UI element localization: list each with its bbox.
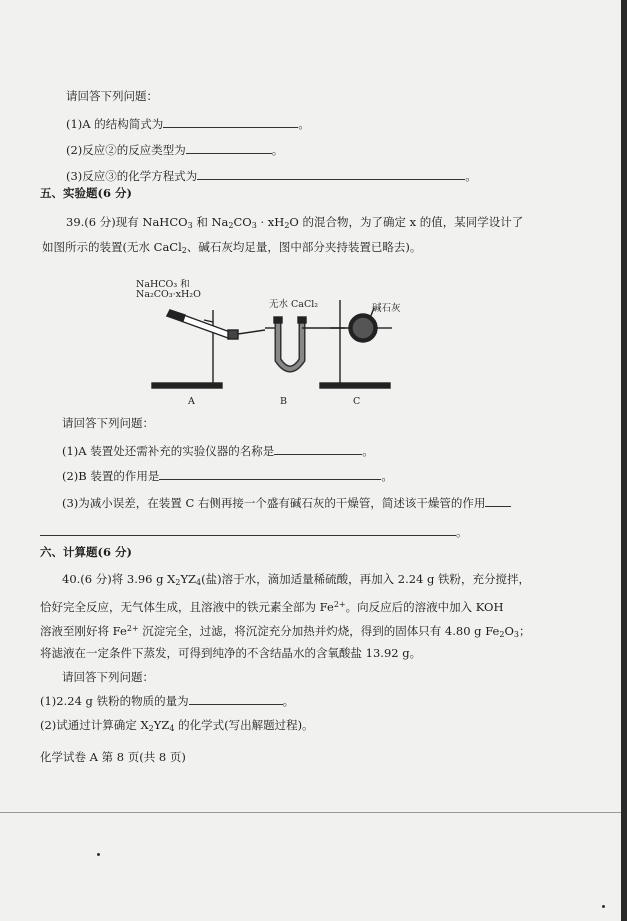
q40-line3 <box>40 622 530 642</box>
scan-speck <box>602 905 605 908</box>
q39-1-text: (1)A 装置处还需补充的实验仪器的名称是 <box>62 444 275 458</box>
sub-2: 2 <box>181 246 187 255</box>
q39-1 <box>62 443 374 458</box>
scan-edge-line <box>0 812 621 813</box>
q38-2-text: (2)反应②的反应类型为 <box>66 143 186 157</box>
period: 。 <box>298 117 310 131</box>
period: 。 <box>271 143 284 157</box>
sub-2: 2 <box>228 221 234 230</box>
q40-l3c: O <box>504 624 514 638</box>
scan-edge-border <box>621 0 627 921</box>
sodalime-label: 碱石灰 <box>372 303 401 314</box>
sub-4: 4 <box>196 578 202 587</box>
q38-1-text: (1)A 的结构简式为 <box>66 117 164 131</box>
answer-blank[interactable] <box>186 142 272 154</box>
q40-2b: YZ <box>153 718 170 732</box>
q39-3-text: (3)为减小误差，在装置 C 右侧再接一个盛有碱石灰的干燥管，简述该干燥管的作用 <box>62 496 486 510</box>
q40-l1a: 40.(6 分)将 3.96 g X <box>62 572 176 586</box>
q39-3 <box>62 495 511 510</box>
q39-2-text: (2)B 装置的作用是 <box>62 469 160 483</box>
q38-3-text: (3)反应③的化学方程式为 <box>66 169 198 183</box>
section5-title: 五、实验题(6 分) <box>40 186 132 200</box>
answer-blank[interactable] <box>189 693 283 705</box>
q38-prompt: 请回答下列问题： <box>66 89 158 103</box>
q40-l1b: YZ <box>180 572 197 586</box>
period: 。 <box>282 694 295 708</box>
q38-3 <box>66 168 477 183</box>
label-a: A <box>188 396 195 407</box>
sup-2plus: 2+ <box>333 600 346 609</box>
sub-2: 2 <box>148 724 154 733</box>
q40-l2a: 恰好完全反应，无气体生成，且溶液中的铁元素全部为 Fe <box>40 600 334 614</box>
answer-blank[interactable] <box>197 168 465 180</box>
q39-l1d: · xH <box>256 215 285 229</box>
q40-l3a: 溶液至刚好将 Fe <box>40 624 127 638</box>
q39-line1 <box>66 215 523 233</box>
cacl2-label: 无水 CaCl₂ <box>269 299 319 310</box>
answer-blank[interactable] <box>163 116 298 128</box>
apparatus-figure <box>130 270 430 415</box>
stand-a-base <box>152 383 222 388</box>
stand-c-base <box>320 383 390 388</box>
q39-l1b: 和 Na <box>192 215 229 229</box>
q39-l1c: CO <box>233 215 252 229</box>
label-c: C <box>353 396 361 407</box>
section6-title: 六、计算题(6 分) <box>40 545 132 559</box>
sub-3: 3 <box>187 221 193 230</box>
q39-l2b: 、碱石灰均足量，图中部分夹持装置已略去)。 <box>186 240 422 254</box>
answer-blank[interactable] <box>485 495 511 507</box>
sample-label-line2: Na₂CO₃·xH₂O <box>136 289 201 300</box>
sub-3: 3 <box>251 221 257 230</box>
answer-blank[interactable] <box>159 468 381 480</box>
sub-2: 2 <box>499 630 505 639</box>
answer-blank[interactable] <box>40 524 456 536</box>
q39-prompt: 请回答下列问题： <box>62 416 154 430</box>
answer-blank[interactable] <box>274 443 362 455</box>
sub-4: 4 <box>169 724 175 733</box>
sample-label-line1: NaHCO₃ 和 <box>136 279 190 290</box>
q40-l3b: 沉淀完全，过滤，将沉淀充分加热并灼烧，得到的固体只有 4.80 g Fe <box>138 624 500 638</box>
q39-l2a: 如图所示的装置(无水 CaCl <box>42 240 182 254</box>
q40-2 <box>40 718 314 736</box>
sub-3: 3 <box>513 630 519 639</box>
label-b: B <box>280 396 287 407</box>
apparatus-drawing <box>130 270 430 415</box>
q38-2 <box>66 142 283 157</box>
q39-2 <box>62 468 393 483</box>
sub-2: 2 <box>175 578 181 587</box>
period: 。 <box>362 444 374 458</box>
scan-speck <box>97 853 100 856</box>
q40-l3d: ； <box>518 624 531 638</box>
q40-1-text: (1)2.24 g 铁粉的物质的量为 <box>40 694 189 708</box>
q39-line2 <box>42 240 421 258</box>
q40-line4: 将滤液在一定条件下蒸发，可得到纯净的不含结晶水的含氧酸盐 13.92 g。 <box>40 646 422 660</box>
page-footer: 化学试卷 A 第 8 页(共 8 页) <box>40 750 186 764</box>
q40-prompt: 请回答下列问题： <box>62 670 154 684</box>
q40-2c: 的化学式(写出解题过程)。 <box>174 718 314 732</box>
period: 。 <box>381 469 393 483</box>
q38-1 <box>66 116 310 131</box>
q39-l1a: 39.(6 分)现有 NaHCO <box>66 215 188 229</box>
q40-1 <box>40 693 294 708</box>
q39-3-cont <box>40 524 468 539</box>
period: 。 <box>456 525 468 539</box>
q40-l2b: 。向反应后的溶液中加入 KOH <box>345 600 504 614</box>
period: 。 <box>465 169 477 183</box>
sup-2plus: 2+ <box>126 624 139 633</box>
q40-l1c: (盐)溶于水，滴加适量稀硫酸，再加入 2.24 g 铁粉，充分搅拌， <box>201 572 531 586</box>
q40-line1 <box>62 572 530 590</box>
sub-2: 2 <box>284 221 290 230</box>
q40-2a: (2)试通过计算确定 X <box>40 718 149 732</box>
q39-l1e: O 的混合物，为了确定 x 的值，某同学设计了 <box>289 215 524 229</box>
q40-line2 <box>40 598 504 614</box>
